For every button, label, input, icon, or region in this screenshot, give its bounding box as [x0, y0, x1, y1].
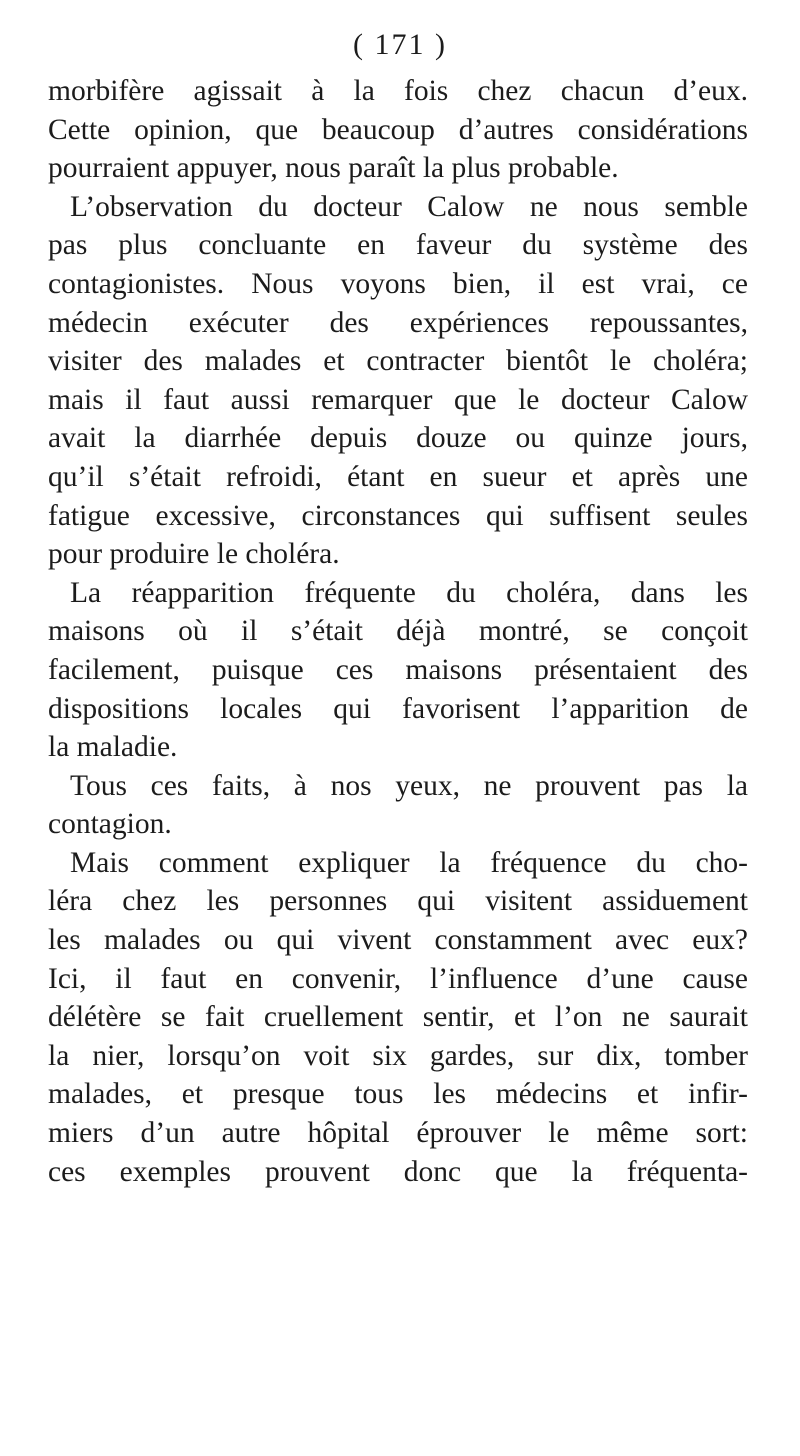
page-number: ( 171 )	[353, 28, 447, 61]
text-line: dispositions locales qui favorisent l’apparition de	[48, 692, 748, 725]
text-line: pourraient appuyer, nous paraît la plus probable.	[48, 152, 619, 185]
text-line: La réapparition fréquente du choléra, dans les	[70, 576, 748, 609]
text-line: maisons où il s’était déjà montré, se conçoit	[48, 615, 748, 648]
text-line: léra chez les personnes qui visitent assiduement	[48, 885, 748, 918]
text-line: avait la diarrhée depuis douze ou quinze jours,	[48, 422, 748, 455]
text-line: Tous ces faits, à nos yeux, ne prouvent pas la	[70, 769, 748, 802]
text-line: visiter des malades et contracter bientôt le choléra;	[48, 345, 748, 378]
text-line: contagion.	[48, 808, 172, 841]
text-line: Ici, il faut en convenir, l’influence d’une cause	[48, 962, 748, 995]
text-line: facilement, puisque ces maisons présentaient des	[48, 653, 748, 686]
text-line: médecin exécuter des expériences repoussantes,	[48, 306, 748, 339]
text-line: la maladie.	[48, 731, 178, 764]
text-line: malades, et presque tous les médecins et infir-	[48, 1078, 748, 1111]
text-line: la nier, lorsqu’on voit six gardes, sur dix, tomber	[48, 1039, 748, 1072]
text-line: délétère se fait cruellement sentir, et l’on ne saurait	[48, 1001, 748, 1034]
text-line: contagionistes. Nous voyons bien, il est vrai, ce	[48, 267, 748, 300]
text-line: miers d’un autre hôpital éprouver le même sort:	[48, 1117, 748, 1150]
text-line: les malades ou qui vivent constamment avec eux?	[48, 924, 748, 957]
text-line: ces exemples prouvent donc que la fréquenta-	[48, 1155, 748, 1188]
text-line: pas plus concluante en faveur du système des	[48, 229, 748, 262]
text-line: L’observation du docteur Calow ne nous semble	[70, 190, 748, 223]
body-text	[48, 72, 748, 1191]
text-line: qu’il s’était refroidi, étant en sueur et après une	[48, 460, 748, 493]
text-line: Mais comment expliquer la fréquence du cho-	[70, 846, 748, 879]
text-line: Cette opinion, que beaucoup d’autres considérations	[48, 113, 748, 146]
text-line: fatigue excessive, circonstances qui suffisent seules	[48, 499, 748, 532]
text-line: morbifère agissait à la fois chez chacun d’eux.	[48, 75, 748, 107]
text-line: mais il faut aussi remarquer que le docteur Calow	[48, 383, 748, 416]
text-line: pour produire le choléra.	[48, 538, 340, 571]
